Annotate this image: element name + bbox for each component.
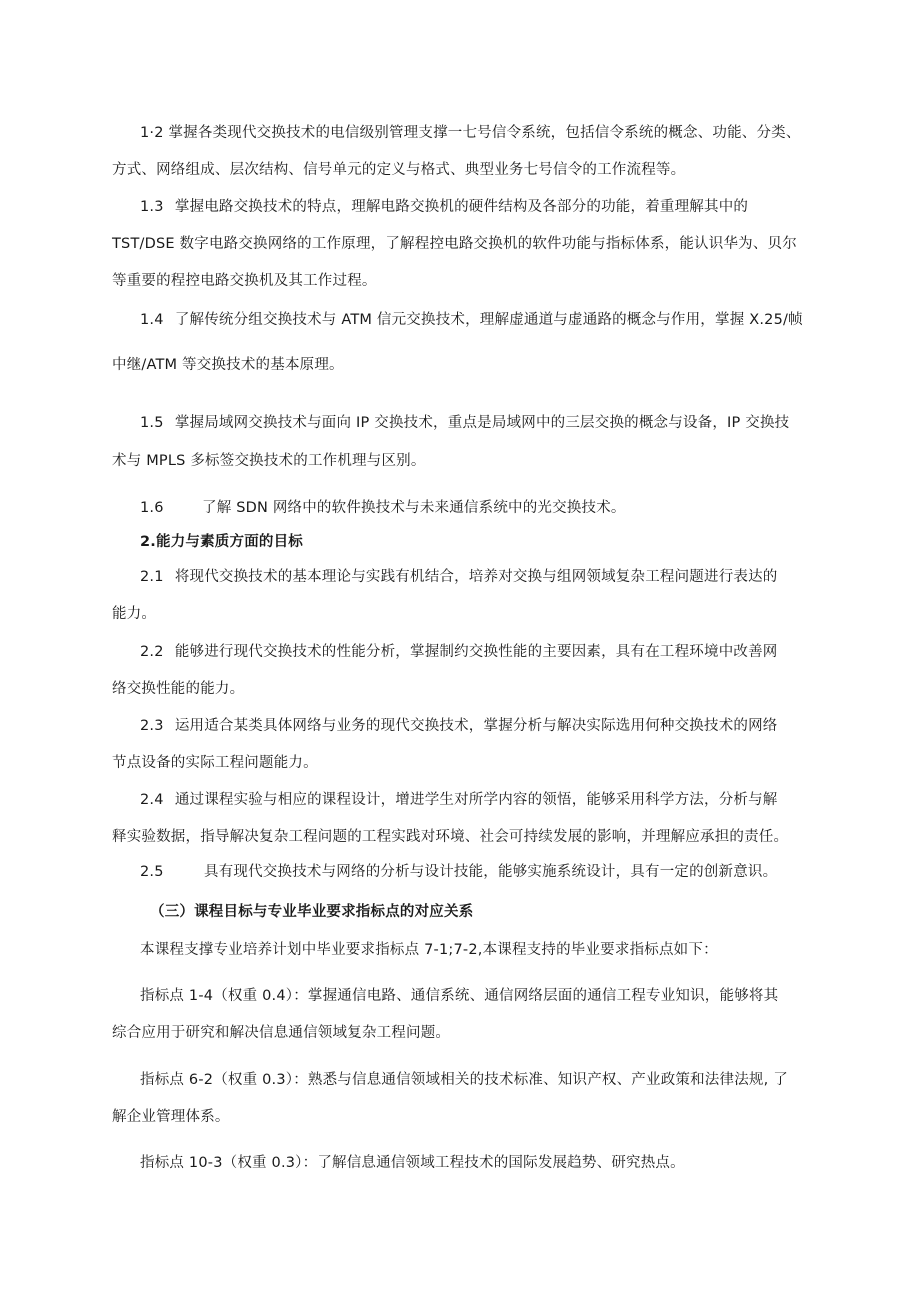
objective-text: 通过课程实验与相应的课程设计，增进学生对所学内容的领悟，能够采用科学方法，分析与解 <box>174 792 778 808</box>
objective-text: 运用适合某类具体网络与业务的现代交换技术，掌握分析与解决实际选用何种交换技术的网络 <box>174 718 778 734</box>
objective-text: 具有现代交换技术与网络的分析与设计技能，能够实施系统设计，具有一定的创新意识。 <box>204 864 778 880</box>
objective-2-2-line-2: 络交换性能的能力。 <box>112 681 245 697</box>
indicator-1-4-line-2: 综合应用于研究和解决信息通信领域复杂工程问题。 <box>112 1025 451 1041</box>
objective-number: 2.2 <box>140 644 164 660</box>
section-heading-ability: 2.能力与素质方面的目标 <box>140 534 303 550</box>
objective-1-4-line-2: 中继/ATM 等交换技术的基本原理。 <box>112 357 344 373</box>
objective-1-4-line-1 <box>140 310 803 330</box>
objective-1-3-line-1 <box>140 197 748 217</box>
objective-1-5-line-2: 术与 MPLS 多标签交换技术的工作机理与区别。 <box>112 453 426 469</box>
objective-1-5-line-1 <box>140 413 789 433</box>
objective-2-4-line-2: 释实验数据，指导解决复杂工程问题的工程实践对环境、社会可持续发展的影响，并理解应承担的责任。 <box>112 829 789 845</box>
mapping-intro: 本课程支撑专业培养计划中毕业要求指标点 7-1;7-2,本课程支持的毕业要求指标点如下： <box>140 942 718 958</box>
objective-2-1-line-1 <box>140 567 778 587</box>
objective-text: 掌握电路交换技术的特点，理解电路交换机的硬件结构及各部分的功能，着重理解其中的 <box>174 199 749 215</box>
objective-text: 将现代交换技术的基本理论与实践有机结合，培养对交换与组网领域复杂工程问题进行表达的 <box>174 569 778 585</box>
objective-text: 掌握局域网交换技术与面向 IP 交换技术，重点是局域网中的三层交换的概念与设备，IP 交换技 <box>174 415 790 431</box>
objective-1-3-line-3: 等重要的程控电路交换机及其工作过程。 <box>112 273 377 289</box>
objective-text: 了解传统分组交换技术与 ATM 信元交换技术，理解虚通道与虚通路的概念与作用，掌握 X.25/帧 <box>174 312 803 328</box>
indicator-6-2-line-1: 指标点 6-2（权重 0.3）：熟悉与信息通信领域相关的技术标准、知识产权、产业政策和法律法规, 了 <box>140 1072 788 1088</box>
objective-1-2-line-2: 方式、网络组成、层次结构、信号单元的定义与格式、典型业务七号信令的工作流程等。 <box>112 162 686 178</box>
objective-number: 1.4 <box>140 312 164 328</box>
objective-2-3-line-1 <box>140 716 778 736</box>
indicator-10-3: 指标点 10-3（权重 0.3）：了解信息通信领域工程技术的国际发展趋势、研究热点。 <box>140 1155 685 1171</box>
objective-1-6 <box>140 498 626 518</box>
objective-number: 1.6 <box>140 500 164 516</box>
objective-number: 2.4 <box>140 792 164 808</box>
objective-number: 1.3 <box>140 199 164 215</box>
objective-text: 了解 SDN 网络中的软件换技术与未来通信系统中的光交换技术。 <box>202 500 626 516</box>
objective-2-1-line-2: 能力。 <box>112 606 157 622</box>
indicator-6-2-line-2: 解企业管理体系。 <box>112 1109 230 1125</box>
objective-1-2-line-1: 1·2 掌握各类现代交换技术的电信级别管理支撑一七号信令系统，包括信令系统的概念、功能、分类、 <box>140 125 801 141</box>
objective-1-3-line-2: TST/DSE 数字电路交换网络的工作原理，了解程控电路交换机的软件功能与指标体系，能认识华为、贝尔 <box>112 236 797 252</box>
objective-number: 2.3 <box>140 718 164 734</box>
indicator-1-4-line-1: 指标点 1-4（权重 0.4）：掌握通信电路、通信系统、通信网络层面的通信工程专业知识，能够将其 <box>140 988 779 1004</box>
objective-2-3-line-2: 节点设备的实际工程问题能力。 <box>112 755 318 771</box>
objective-text: 能够进行现代交换技术的性能分析，掌握制约交换性能的主要因素，具有在工程环境中改善网 <box>174 644 778 660</box>
section-heading-mapping: （三）课程目标与专业毕业要求指标点的对应关系 <box>150 904 474 920</box>
objective-number: 2.1 <box>140 569 164 585</box>
objective-2-5 <box>140 862 777 882</box>
objective-number: 2.5 <box>140 864 164 880</box>
objective-2-2-line-1 <box>140 642 778 662</box>
objective-2-4-line-1 <box>140 790 778 810</box>
objective-number: 1.5 <box>140 415 164 431</box>
